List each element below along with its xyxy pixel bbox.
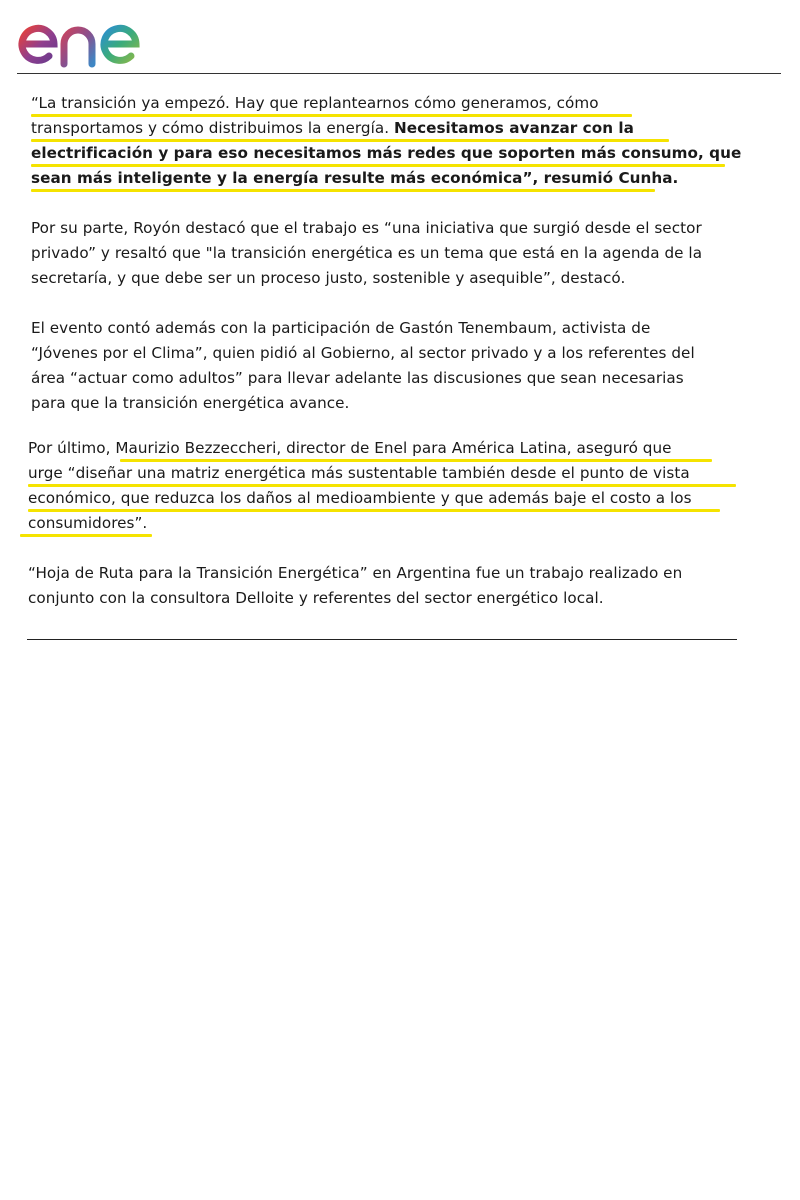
enel-logo-graphic: [16, 6, 172, 68]
article-end-divider: [27, 639, 737, 640]
paragraph-line: conjunto con la consultora Delloite y referentes del sector energético local.: [28, 589, 604, 607]
enel-logo: [16, 6, 172, 68]
paragraph-line: secretaría, y que debe ser un proceso justo, sostenible y asequible”, destacó.: [31, 269, 626, 287]
text-segment: transportamos y cómo distribuimos la energía.: [31, 119, 394, 137]
highlight-underline: [31, 139, 669, 142]
paragraph-royon: [31, 216, 702, 291]
paragraph-line: urge “diseñar una matriz energética más sustentable también desde el punto de vista: [28, 464, 690, 482]
paragraph-tenembaum: [31, 316, 695, 416]
paragraph-line: económico, que reduzca los daños al medioambiente y que además baje el costo a los: [28, 489, 692, 507]
bold-text-segment: Necesitamos avanzar con la: [393, 119, 634, 137]
highlight-underline: [120, 459, 712, 462]
paragraph-line: área “actuar como adultos” para llevar adelante las discusiones que sean necesarias: [31, 369, 684, 387]
paragraph-line: consumidores”.: [28, 514, 148, 532]
paragraph-hoja-de-ruta: [28, 561, 682, 611]
paragraph-line: sean más inteligente y la energía resulte más económica”, resumió Cunha.: [31, 169, 679, 187]
paragraph-line: privado” y resaltó que "la transición energética es un tema que está en la agenda de la: [31, 244, 703, 262]
highlight-underline: [31, 164, 725, 167]
paragraph-line: para que la transición energética avance.: [31, 394, 350, 412]
paragraph-line: electrificación y para eso necesitamos más redes que soporten más consumo, que: [31, 144, 742, 162]
highlight-underline: [31, 189, 655, 192]
paragraph-line: “Hoja de Ruta para la Transición Energética” en Argentina fue un trabajo realizado en: [28, 564, 683, 582]
paragraph-line: Por último, Maurizio Bezzeccheri, director de Enel para América Latina, aseguró que: [28, 439, 672, 457]
highlight-underline: [31, 114, 632, 117]
highlight-underline: [28, 484, 736, 487]
paragraph-line: “La transición ya empezó. Hay que replantearnos cómo generamos, cómo: [31, 94, 599, 112]
header-divider: [17, 73, 781, 74]
paragraph-line: “Jóvenes por el Clima”, quien pidió al Gobierno, al sector privado y a los referentes del: [31, 344, 695, 362]
paragraph-line: El evento contó además con la participación de Gastón Tenembaum, activista de: [31, 319, 651, 337]
highlight-underline: [20, 534, 152, 537]
highlight-underline: [28, 509, 720, 512]
paragraph-line: [31, 116, 741, 141]
paragraph-line: Por su parte, Royón destacó que el trabajo es “una iniciativa que surgió desde el sector: [31, 219, 702, 237]
